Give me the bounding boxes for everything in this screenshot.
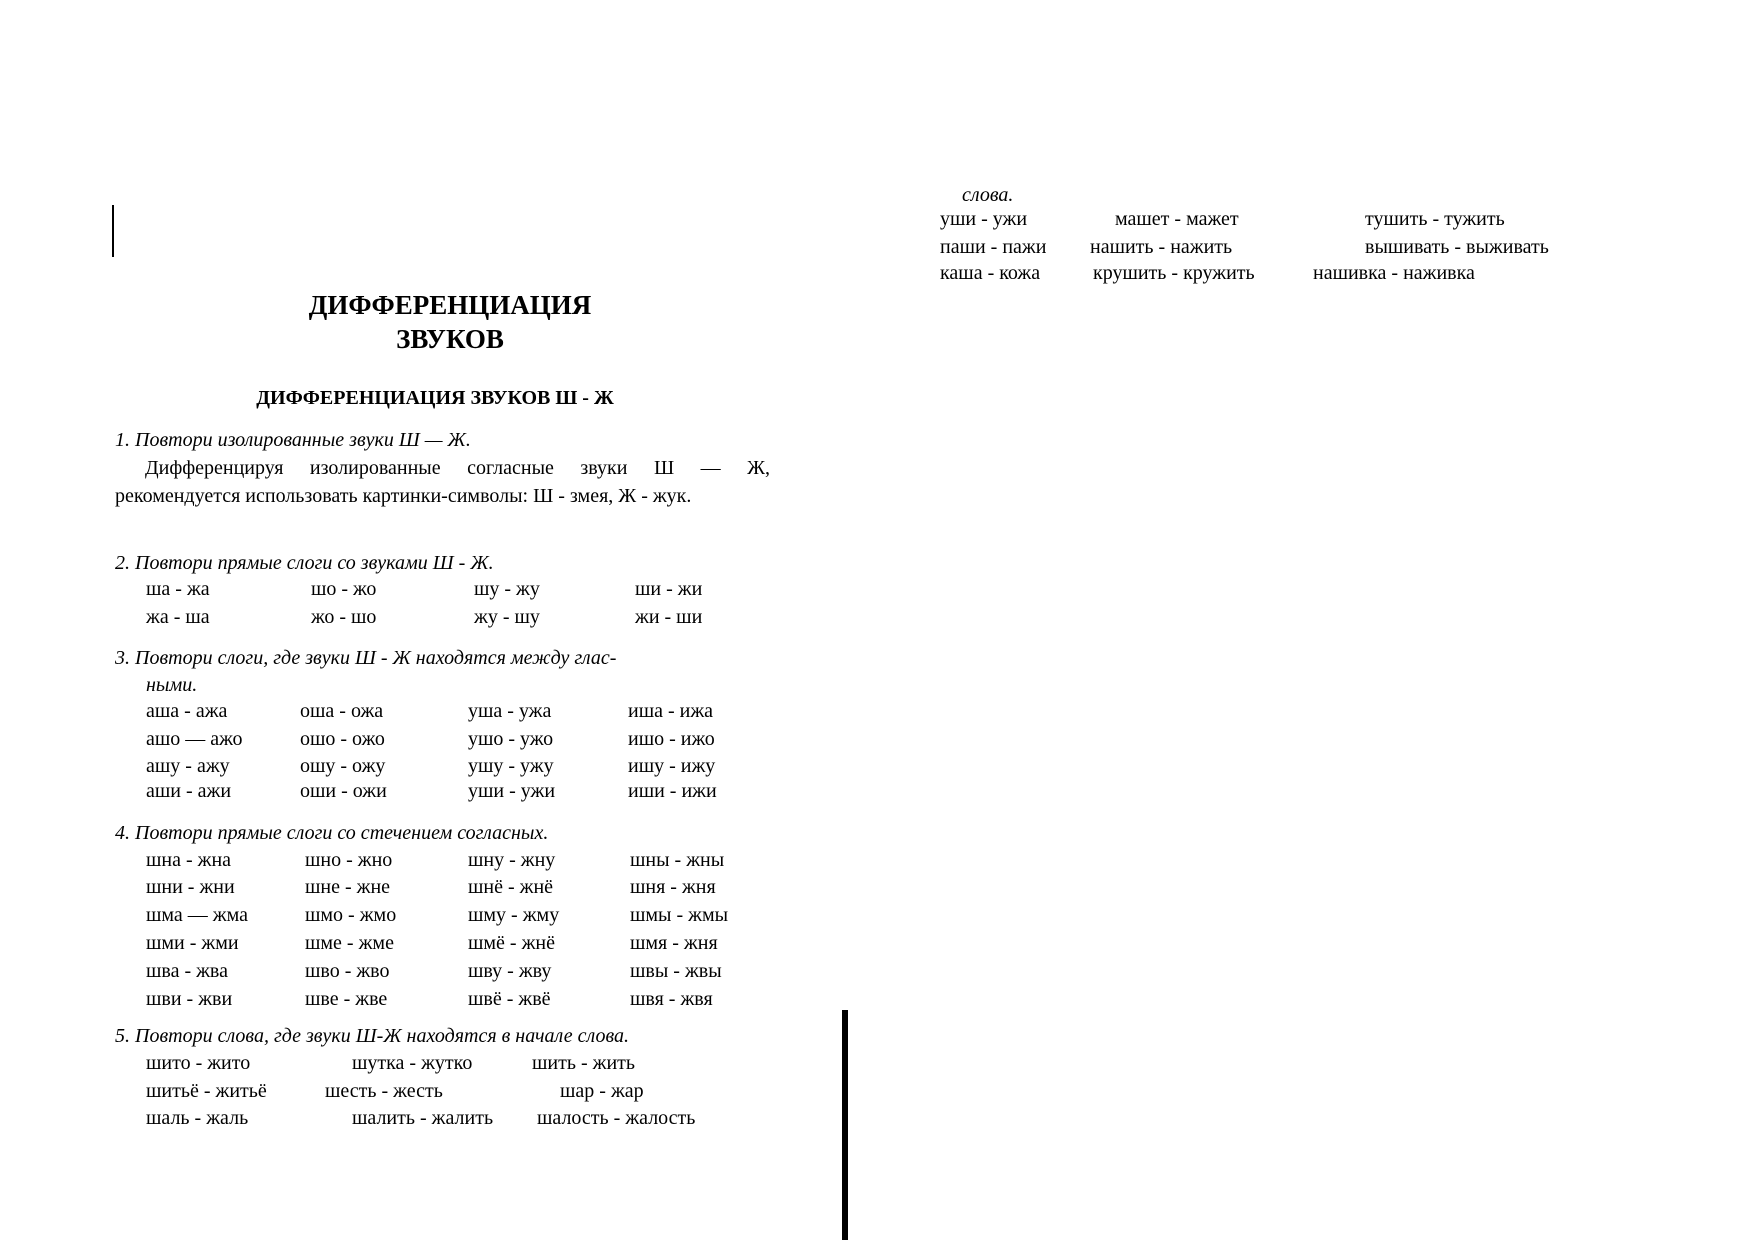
syllable-pair: тушить - тужить [1365,208,1505,230]
syllable-pair: шо - жо [311,578,377,600]
syllable-pair: иша - ижа [628,700,714,722]
syllable-pair: каша - кожа [940,262,1041,284]
syllable-pair: шалить - жалить [352,1107,494,1129]
syllable-pair: шве - жве [305,988,388,1010]
syllable-pair: шми - жми [146,932,239,954]
syllable-pair: аши - ажи [146,780,232,802]
syllable-pair: ашо — ажо [146,728,243,750]
syllable-pair: ошу - ожу [300,755,386,777]
syllable-pair: шутка - жутко [352,1052,473,1074]
syllable-pair: шво - жво [305,960,390,982]
syllable-pair: шни - жни [146,876,235,898]
syllable-pair: нашивка - наживка [1313,262,1475,284]
syllable-pair: крушить - кружить [1093,262,1255,284]
task2-heading: 2. Повтори прямые слоги со звуками Ш - Ж. [115,552,494,574]
syllable-pair: оши - ожи [300,780,387,802]
syllable-pair: вышивать - выживать [1365,236,1549,258]
syllable-pair: уши - ужи [468,780,556,802]
syllable-pair: паши - пажи [940,236,1047,258]
syllable-pair: нашить - нажить [1090,236,1233,258]
syllable-pair: шаль - жаль [146,1107,249,1129]
syllable-pair: жо - шо [311,606,377,628]
task1-paragraph-text: Дифференцируя изолированные согласные звуки Ш — Ж, рекомендуется использовать картинки-символы: Ш - змея, Ж - жук. [115,457,770,507]
syllable-pair: ашу - ажу [146,755,230,777]
syllable-pair: ушу - ужу [468,755,554,777]
syllable-pair: ошо - ожо [300,728,385,750]
syllable-pair: уши - ужи [940,208,1028,230]
syllable-pair: шу - жу [474,578,540,600]
syllable-pair: шна - жна [146,849,232,871]
syllable-pair: швы - жвы [630,960,722,982]
syllable-pair: шну - жну [468,849,556,871]
syllable-pair: шалость - жалость [537,1107,696,1129]
syllable-pair: шнё - жнё [468,876,554,898]
syllable-pair: уша - ужа [468,700,552,722]
syllable-pair: шмё - жнё [468,932,555,954]
syllable-pair: шмы - жмы [630,904,729,926]
syllable-pair: аша - ажа [146,700,228,722]
syllable-pair: ишу - ижу [628,755,716,777]
syllable-pair: швя - жвя [630,988,713,1010]
task4-heading: 4. Повтори прямые слоги со стечением согласных. [115,822,549,844]
syllable-pair: машет - мажет [1115,208,1239,230]
syllable-pair: шне - жне [305,876,391,898]
syllable-pair: жу - шу [474,606,540,628]
task3-heading: 3. Повтори слоги, где звуки Ш - Ж находятся между глас- [115,647,617,669]
syllable-pair: ши - жи [635,578,703,600]
page-divider-line [842,1010,848,1240]
task1-paragraph [115,454,770,510]
syllable-pair: шва - жва [146,960,228,982]
syllable-pair: швё - жвё [468,988,551,1010]
syllable-pair: шар - жар [560,1080,644,1102]
syllable-pair: шить - жить [532,1052,636,1074]
syllable-pair: шито - жито [146,1052,251,1074]
syllable-pair: шно - жно [305,849,393,871]
syllable-pair: шны - жны [630,849,725,871]
page-title-line2: ЗВУКОВ [396,324,504,354]
syllable-pair: шмя - жня [630,932,718,954]
syllable-pair: шмо - жмо [305,904,397,926]
task5-heading: 5. Повтори слова, где звуки Ш-Ж находятся в начале слова. [115,1025,629,1047]
task3-heading-cont: ными. [146,674,198,696]
syllable-pair: иши - ижи [628,780,717,802]
syllable-pair: шву - жву [468,960,552,982]
syllable-pair: шесть - жесть [325,1080,443,1102]
syllable-pair: шня - жня [630,876,716,898]
task1-heading: 1. Повтори изолированные звуки Ш — Ж. [115,429,471,451]
syllable-pair: шви - жви [146,988,233,1010]
syllable-pair: шма — жма [146,904,249,926]
syllable-pair: шитьё - житьё [146,1080,267,1102]
syllable-pair: жи - ши [635,606,703,628]
syllable-pair: шму - жму [468,904,560,926]
page-title-line1: ДИФФЕРЕНЦИАЦИЯ [308,290,592,320]
left-margin-mark [112,205,114,257]
syllable-pair: ишо - ижо [628,728,715,750]
syllable-pair: ша - жа [146,578,210,600]
syllable-pair: ушо - ужо [468,728,554,750]
right-continued-heading: слова. [962,184,1014,206]
syllable-pair: жа - ша [146,606,210,628]
syllable-pair: шме - жме [305,932,394,954]
syllable-pair: оша - ожа [300,700,384,722]
section-subtitle: ДИФФЕРЕНЦИАЦИЯ ЗВУКОВ Ш - Ж [256,387,614,409]
